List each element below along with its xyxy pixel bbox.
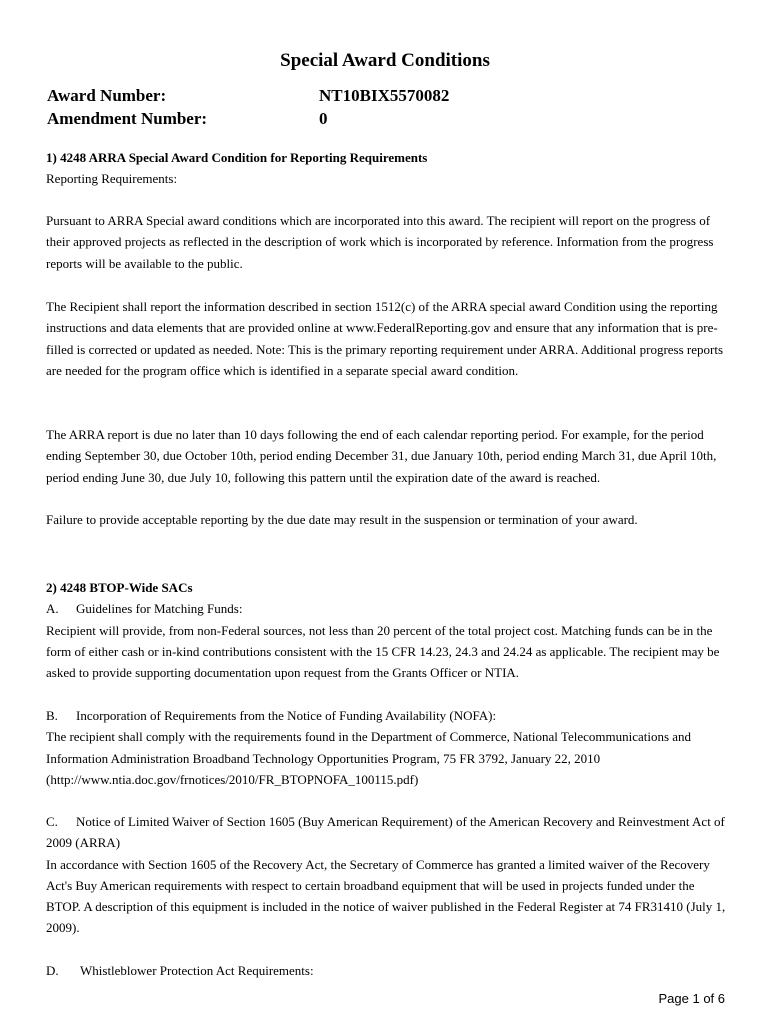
section-1-heading: 1) 4248 ARRA Special Award Condition for Reporting Requirements xyxy=(46,150,428,165)
section-2c xyxy=(46,811,731,939)
section-2b-letter: B. xyxy=(46,708,58,723)
section-2d-letter: D. xyxy=(46,963,59,978)
section-2d-title: Whistleblower Protection Act Requirements: xyxy=(80,963,314,978)
section-2-heading: 2) 4248 BTOP-Wide SACs xyxy=(46,580,193,595)
section-2b-text: The recipient shall comply with the requirements found in the Department of Commerce, National Telecommunications and Information Administration Broadband Technology Opportunities Program, 75 FR 3792, January 22, 2010 (http://www.ntia.doc.gov/frnotices/2010/FR_BTOPNOFA_100115.pdf) xyxy=(46,729,692,787)
section-2d-title-line xyxy=(46,960,731,981)
section-2c-letter: C. xyxy=(46,814,58,829)
amendment-number-value: 0 xyxy=(319,109,328,128)
document-title: Special Award Conditions xyxy=(280,50,490,71)
section-2b xyxy=(46,705,731,790)
section-2d xyxy=(46,960,731,981)
section-2a-letter: A. xyxy=(46,601,59,617)
section-1-subheading: Reporting Requirements: xyxy=(46,171,178,187)
section-1-paragraph-3: The ARRA report is due no later than 10 days following the end of each calendar reporting period. For example, for the period ending September 30, due October 10th, period ending December 31, due January 10th, period ending March 31, due April 10th, period ending June 30, due July 10, following this pattern until the expiration date of the award is reached. xyxy=(46,427,717,485)
section-2b-title: Incorporation of Requirements from the Notice of Funding Availability (NOFA): xyxy=(76,708,497,723)
section-2c-text: In accordance with Section 1605 of the Recovery Act, the Secretary of Commerce has granted a limited waiver of the Recovery Act's Buy American requirements with respect to certain broadband equipment that will be used in projects funded under the BTOP. A description of this equipment is included in the notice of waiver published in the Federal Register at 74 FR31410 (July 1, 2009). xyxy=(46,856,726,936)
section-2 xyxy=(46,577,731,683)
section-2a-title: Guidelines for Matching Funds: xyxy=(76,601,243,617)
section-2c-title-line xyxy=(46,811,731,854)
amendment-number-label: Amendment Number: xyxy=(47,109,208,128)
section-2a-text: Recipient will provide, from non-Federal sources, not less than 20 percent of the total project cost. Matching funds can be in the form of either cash or in-kind contributions consistent with the 15 CFR 14.23, 24.3 and 24.24 as applicable. The recipient may be asked to provide supporting documentation upon request from the Grants Officer or NTIA. xyxy=(46,622,720,681)
section-2a-title-line xyxy=(46,598,731,619)
award-number-label: Award Number: xyxy=(47,86,167,105)
section-2b-title-line xyxy=(46,705,731,726)
section-1-paragraph-2: The Recipient shall report the information described in section 1512(c) of the ARRA special award Condition using the reporting instructions and data elements that are provided online at www.FederalReporting.gov and ensure that any information that is pre-filled is corrected or updated as needed. Note: This is the primary reporting requirement under ARRA. Additional progress reports are needed for the program office which is identified in a separate special award condition. xyxy=(46,299,724,378)
section-2c-title: Notice of Limited Waiver of Section 1605 (Buy American Requirement) of the American Recovery and Reinvestment Act of 2009 (ARRA) xyxy=(46,814,725,851)
section-1 xyxy=(46,147,731,190)
section-1-paragraph-1: Pursuant to ARRA Special award conditions which are incorporated into this award. The recipient will report on the progress of their approved projects as reflected in the description of work which is incorporated by reference. Information from the progress reports will be available to the public. xyxy=(46,213,714,271)
section-1-paragraph-4: Failure to provide acceptable reporting by the due date may result in the suspension or termination of your award. xyxy=(46,512,638,527)
page-number: Page 1 of 6 xyxy=(658,991,725,1006)
award-number-value: NT10BIX5570082 xyxy=(319,86,450,105)
